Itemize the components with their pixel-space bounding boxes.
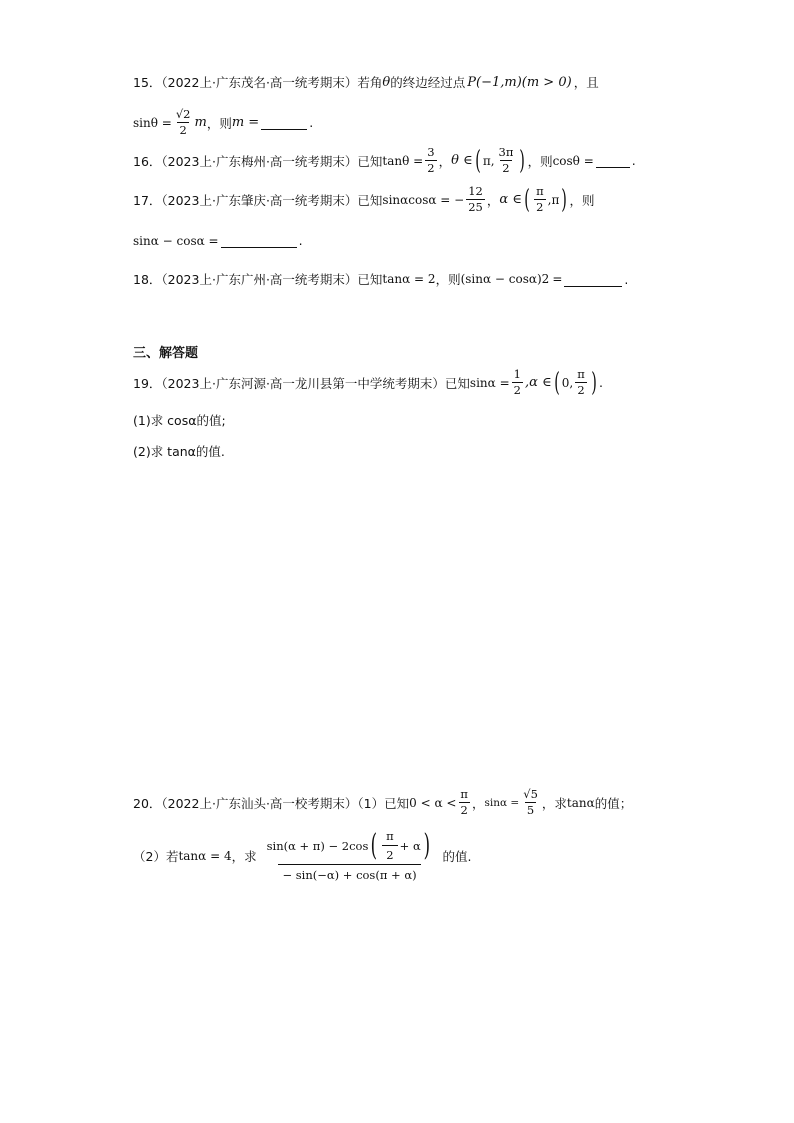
q19-frac-den: 2 bbox=[513, 383, 521, 398]
q15-answer-blank[interactable] bbox=[261, 115, 307, 130]
q19-right-paren: ) bbox=[591, 367, 597, 398]
q20-ask2: ，求 bbox=[231, 849, 257, 865]
q20-sin-fraction bbox=[521, 788, 540, 817]
q20-given2: tanα = 4 bbox=[178, 849, 232, 864]
q18-answer-blank[interactable] bbox=[564, 272, 622, 287]
q20-sep: ， bbox=[471, 795, 485, 811]
q18-eq: = bbox=[552, 272, 563, 286]
q15-then: ，则 bbox=[206, 115, 232, 131]
q17-int-right: ,π bbox=[547, 192, 560, 207]
q15-m-eq: m = bbox=[231, 115, 260, 131]
q16-line bbox=[133, 146, 636, 175]
q16-int-den: 2 bbox=[502, 161, 510, 176]
q19-int-left: 0, bbox=[561, 375, 574, 390]
q20-ineq-fraction bbox=[458, 788, 470, 817]
q19-sub1: (1)求 cosα的值; bbox=[133, 413, 226, 428]
q20-label: 20．（2022上·广东汕头·高一校考期末）（1）已知 bbox=[133, 795, 410, 811]
q17-int-num: π bbox=[536, 184, 544, 198]
q15-line1 bbox=[133, 73, 599, 91]
q16-int-num: 3π bbox=[498, 145, 514, 159]
q17-frac-num: 12 bbox=[468, 184, 483, 198]
q20-big-fraction bbox=[263, 830, 437, 882]
q16-sep: ， bbox=[438, 153, 452, 169]
q19-sub2: (2)求 tanα的值. bbox=[133, 444, 225, 459]
q20-ineq-den: 2 bbox=[460, 803, 468, 818]
q18-label: 18．（2023上·广东广州·高一统考期末）已知 bbox=[133, 272, 383, 287]
q15-tail: . bbox=[309, 115, 314, 131]
q16-tail: . bbox=[631, 153, 636, 169]
q19-int-num: π bbox=[577, 367, 585, 381]
q19-left-paren: ( bbox=[553, 367, 560, 398]
q17-sep: ， bbox=[486, 192, 500, 208]
q17-line2 bbox=[133, 233, 303, 248]
q20-num-inner-fraction bbox=[382, 830, 398, 862]
q16-left-paren: ( bbox=[474, 145, 481, 176]
q15-label: 15．（2022上·广东茂名·高一统考期末）若角 bbox=[133, 75, 383, 90]
q19-int-fraction bbox=[575, 368, 587, 397]
q16-answer-blank[interactable] bbox=[596, 153, 630, 168]
q15-theta: θ bbox=[382, 74, 391, 90]
q19-frac-num: 1 bbox=[513, 367, 521, 381]
q17-line2-expr: sinα − cosα = bbox=[133, 233, 219, 248]
q17-expr: sinαcosα = − bbox=[382, 192, 465, 207]
q20-ineq-num: π bbox=[460, 787, 468, 801]
q20-big-den: − sin(−α) + cos(π + α) bbox=[278, 864, 420, 882]
q16-right-paren: ) bbox=[519, 145, 526, 176]
q16-frac-den: 2 bbox=[427, 161, 435, 176]
q20-line2 bbox=[133, 830, 471, 882]
q16-int-left: π, bbox=[482, 153, 495, 168]
q20-num-a: sin(α + π) − 2cos bbox=[266, 839, 369, 854]
q16-label: 16．（2023上·广东梅州·高一统考期末）已知 bbox=[133, 153, 383, 169]
q17-fraction bbox=[466, 185, 485, 214]
q20-sin-num: √5 bbox=[523, 787, 538, 801]
q15-fraction bbox=[174, 108, 193, 137]
section-title: 三、解答题 bbox=[133, 346, 199, 361]
q16-cos-lhs: cosθ = bbox=[552, 153, 594, 168]
q16-theta-in: θ ∈ bbox=[451, 153, 473, 169]
q19-tail: . bbox=[598, 375, 603, 391]
q16-then: ，则 bbox=[527, 153, 553, 169]
q15-frac-num: √2 bbox=[175, 107, 191, 121]
q16-fraction bbox=[425, 146, 436, 175]
q15-frac-den: 2 bbox=[179, 123, 187, 138]
q16-int-fraction bbox=[497, 146, 516, 175]
q20-num-tail: + α bbox=[399, 839, 421, 854]
q18-line bbox=[133, 270, 628, 288]
q15-mid: 的终边经过点 bbox=[390, 75, 466, 90]
q16-frac-num: 3 bbox=[427, 145, 435, 159]
q17-frac-den: 25 bbox=[468, 200, 483, 215]
q17-tail: . bbox=[298, 233, 303, 248]
q20-num-right-paren: ) bbox=[423, 828, 430, 864]
q18-given: tanα = 2 bbox=[382, 272, 436, 286]
q19-alpha-in: ,α ∈ bbox=[524, 375, 552, 391]
q20-ask1: ，求 bbox=[541, 795, 567, 811]
q17-right-paren: ) bbox=[561, 184, 568, 215]
q20-ask1-end: 的值； bbox=[594, 795, 633, 811]
q20-ineq-left: 0 < α < bbox=[409, 795, 457, 810]
q18-tail: . bbox=[624, 271, 629, 287]
q18-then: ，则 bbox=[435, 272, 461, 287]
q18-exp: 2 bbox=[541, 272, 550, 286]
q16-tan-lhs: tanθ = bbox=[382, 153, 424, 168]
q15-end: ，且 bbox=[573, 75, 599, 90]
q20-num-inner-num: π bbox=[386, 829, 394, 843]
q19-line bbox=[133, 368, 603, 397]
q15-sin-lhs: sinθ = bbox=[133, 115, 172, 130]
q20-line1 bbox=[133, 788, 632, 817]
q17-line1 bbox=[133, 185, 595, 214]
q17-left-paren: ( bbox=[524, 184, 530, 215]
q17-answer-blank[interactable] bbox=[221, 233, 297, 248]
q17-int-den: 2 bbox=[536, 200, 544, 215]
q20-num-left-paren: ( bbox=[371, 828, 378, 864]
q17-then: ，则 bbox=[569, 192, 595, 208]
q19-label: 19．（2023上·广东河源·高一龙川县第一中学统考期末）已知 bbox=[133, 375, 470, 391]
q18-expr: (sinα − cosα) bbox=[460, 272, 542, 286]
q17-label: 17．（2023上·广东肇庆·高一统考期末）已知 bbox=[133, 192, 383, 208]
q15-point: P(−1,m)(m > 0) bbox=[467, 74, 572, 90]
q19-expr: sinα = bbox=[469, 375, 510, 390]
q20-part2-label: （2）若 bbox=[133, 849, 179, 865]
q20-ask2-end: 的值. bbox=[442, 849, 472, 865]
q15-line2 bbox=[133, 108, 313, 137]
q20-tan-expr: tanα bbox=[566, 795, 595, 810]
q20-big-num bbox=[263, 830, 437, 864]
q20-sin-lhs: sinα = bbox=[484, 796, 520, 809]
q20-sin-den: 5 bbox=[526, 803, 535, 818]
q17-alpha-in: α ∈ bbox=[499, 192, 522, 208]
q15-after-frac: m bbox=[194, 115, 207, 131]
q19-fraction bbox=[512, 368, 523, 397]
q17-int-fraction bbox=[534, 185, 546, 214]
q20-num-inner-den: 2 bbox=[382, 845, 397, 862]
q19-int-den: 2 bbox=[577, 383, 585, 398]
